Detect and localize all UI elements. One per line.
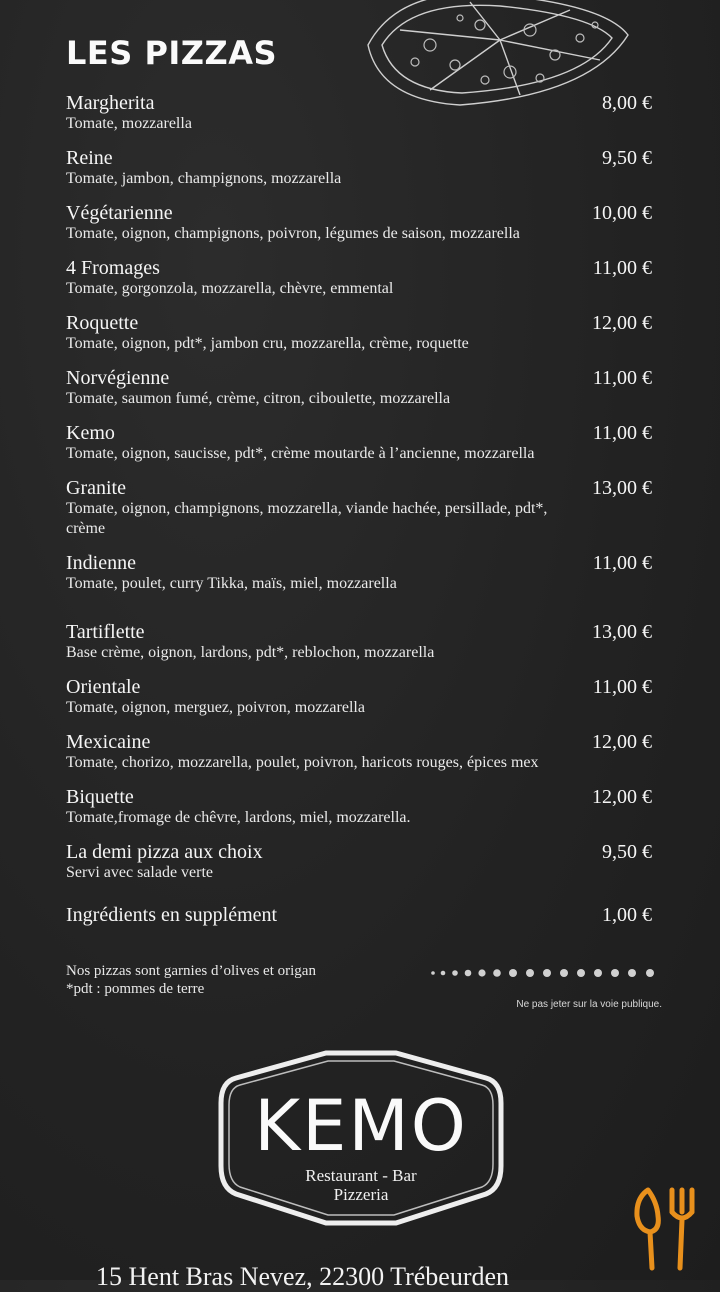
item-description: Tomate,fromage de chêvre, lardons, miel, mozzarella.	[66, 809, 411, 826]
item-name: Orientale	[66, 676, 141, 698]
item-price: 12,00 €	[592, 731, 652, 753]
logo-name: KEMO	[254, 1085, 468, 1167]
item-description: Tomate, oignon, pdt*, jambon cru, mozzarella, crème, roquette	[66, 335, 469, 352]
item-name: Végétarienne	[66, 202, 173, 224]
page-title: LES PIZZAS	[66, 34, 278, 72]
item-price: 12,00 €	[592, 312, 652, 334]
item-name: Reine	[66, 147, 113, 169]
note-olives: Nos pizzas sont garnies d’olives et origan	[66, 963, 316, 979]
disclaimer: Ne pas jeter sur la voie publique.	[516, 999, 662, 1010]
address: 15 Hent Bras Nevez, 22300 Trébeurden	[96, 1262, 510, 1291]
item-price: 9,50 €	[602, 841, 652, 863]
logo-subtitle-pizzeria: Pizzeria	[333, 1185, 389, 1204]
item-description: Tomate, oignon, champignons, poivron, légumes de saison, mozzarella	[66, 225, 520, 242]
item-name: Margherita	[66, 92, 155, 114]
item-name: Indienne	[66, 552, 136, 574]
item-price: 11,00 €	[592, 676, 652, 698]
menu-item-norvegienne	[66, 367, 652, 409]
item-description: Servi avec salade verte	[66, 864, 214, 881]
menu-item-vegetarienne	[66, 202, 652, 244]
item-name: Granite	[66, 477, 126, 499]
item-price: 11,00 €	[592, 552, 652, 574]
fork-spoon-icon	[632, 1186, 702, 1272]
item-description: Tomate, saumon fumé, crème, citron, ciboulette, mozzarella	[66, 390, 451, 407]
item-name: La demi pizza aux choix	[66, 841, 263, 863]
item-name: Mexicaine	[66, 731, 151, 753]
dotted-divider-icon	[430, 966, 660, 980]
item-price: 10,00 €	[592, 202, 652, 224]
menu-item-orientale	[66, 676, 652, 718]
menu-item-reine	[66, 147, 652, 189]
item-description: Tomate, oignon, champignons, mozzarella, viande hachée, persillade, pdt*, crème	[66, 500, 548, 537]
menu-item-indienne	[66, 552, 652, 594]
menu-item-granite	[66, 477, 652, 539]
item-price: 8,00 €	[602, 92, 652, 114]
note-pdt: *pdt : pommes de terre	[66, 981, 205, 997]
menu-item-4-fromages	[66, 257, 652, 299]
menu-item-mexicaine	[66, 731, 652, 773]
item-name: Norvégienne	[66, 367, 170, 389]
menu-item-margherita	[66, 92, 652, 134]
menu-notes	[66, 962, 316, 998]
item-price: 12,00 €	[592, 786, 652, 808]
item-name: Ingrédients en supplément	[66, 904, 278, 926]
item-description: Tomate, chorizo, mozzarella, poulet, poivron, haricots rouges, épices mex	[66, 754, 539, 771]
menu-item-supplement	[66, 904, 652, 926]
item-price: 11,00 €	[592, 257, 652, 279]
item-name: Roquette	[66, 312, 139, 334]
item-price: 1,00 €	[602, 904, 652, 926]
item-description: Tomate, poulet, curry Tikka, maïs, miel, mozzarella	[66, 575, 397, 592]
item-description: Tomate, gorgonzola, mozzarella, chèvre, emmental	[66, 280, 394, 297]
item-price: 13,00 €	[592, 477, 652, 499]
item-price: 11,00 €	[592, 367, 652, 389]
item-name: Biquette	[66, 786, 134, 808]
item-price: 13,00 €	[592, 621, 652, 643]
item-name: 4 Fromages	[66, 257, 160, 279]
menu-item-demi-pizza	[66, 841, 652, 883]
item-name: Tartiflette	[66, 621, 145, 643]
item-description: Tomate, oignon, saucisse, pdt*, crème moutarde à l’ancienne, mozzarella	[66, 445, 535, 462]
item-name: Kemo	[66, 422, 115, 444]
item-description: Tomate, mozzarella	[66, 115, 192, 132]
menu-item-kemo	[66, 422, 652, 464]
menu-item-biquette	[66, 786, 652, 828]
item-price: 9,50 €	[602, 147, 652, 169]
menu-item-roquette	[66, 312, 652, 354]
item-description: Tomate, jambon, champignons, mozzarella	[66, 170, 342, 187]
item-description: Base crème, oignon, lardons, pdt*, reblochon, mozzarella	[66, 644, 435, 661]
menu-item-tartiflette	[66, 621, 652, 663]
logo-subtitle: Restaurant - Bar	[305, 1166, 417, 1185]
item-description: Tomate, oignon, merguez, poivron, mozzarella	[66, 699, 365, 716]
item-price: 11,00 €	[592, 422, 652, 444]
